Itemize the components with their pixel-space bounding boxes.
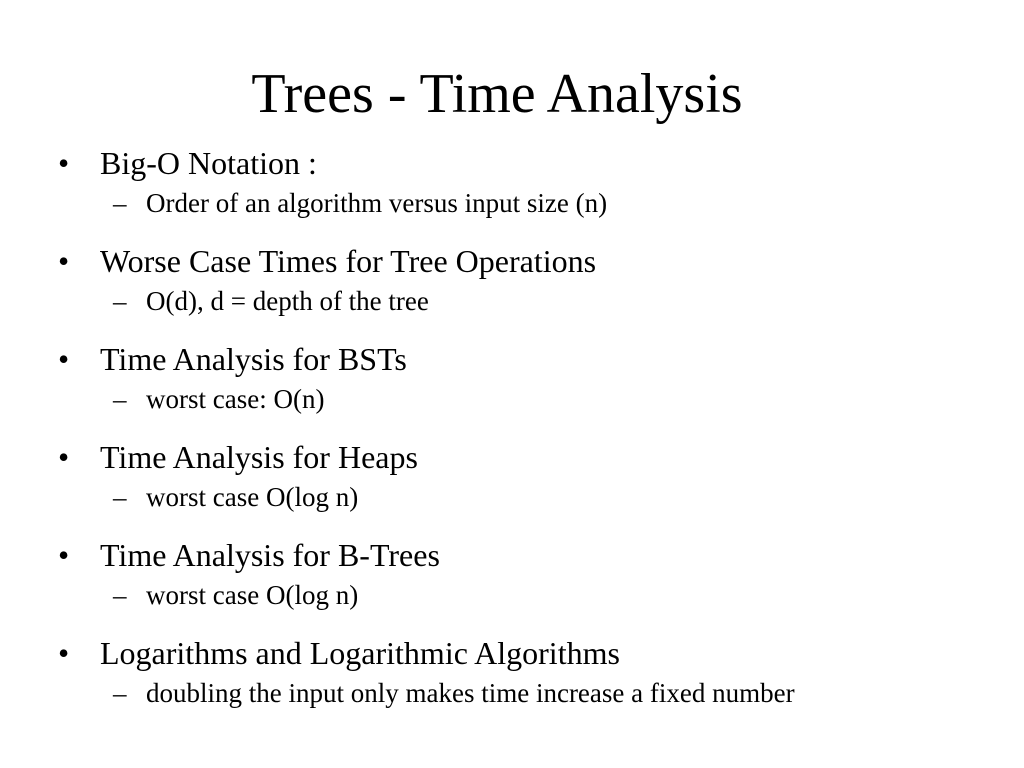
sub-bullet-item [0,184,1024,222]
bullet-text: Time Analysis for BSTs [100,341,407,377]
bullet-list [0,142,1024,730]
sub-bullet-item [0,674,1024,712]
sub-bullet-text: doubling the input only makes time increase a fixed number [146,678,795,708]
dash-icon: – [113,286,127,316]
dash-icon: – [113,188,127,218]
bullet-item [0,338,1024,380]
sub-bullet-text: worst case O(log n) [146,580,359,610]
sub-bullet-item [0,576,1024,614]
bullet-text: Worse Case Times for Tree Operations [100,243,597,279]
bullet-text: Time Analysis for B-Trees [100,537,440,573]
bullet-text: Logarithms and Logarithmic Algorithms [100,635,620,671]
sub-bullet-text: O(d), d = depth of the tree [146,286,429,316]
bullet-text: Time Analysis for Heaps [100,439,418,475]
sub-bullet-item [0,282,1024,320]
bullet-text: Big-O Notation : [100,145,317,181]
sub-bullet-text: worst case O(log n) [146,482,359,512]
dash-icon: – [113,580,127,610]
sub-bullet-text: worst case: O(n) [146,384,325,414]
sub-bullet-item [0,478,1024,516]
bullet-item [0,534,1024,576]
bullet-item [0,436,1024,478]
bullet-dot-icon: • [58,635,70,671]
sub-bullet-item [0,380,1024,418]
bullet-dot-icon: • [58,537,70,573]
dash-icon: – [113,482,127,512]
bullet-dot-icon: • [58,439,70,475]
bullet-item [0,142,1024,184]
bullet-dot-icon: • [58,145,70,181]
bullet-dot-icon: • [58,243,70,279]
sub-bullet-text: Order of an algorithm versus input size (n) [146,188,608,218]
slide-title: Trees - Time Analysis [251,63,743,125]
bullet-item [0,632,1024,674]
bullet-item [0,240,1024,282]
bullet-dot-icon: • [58,341,70,377]
dash-icon: – [113,384,127,414]
dash-icon: – [113,678,127,708]
